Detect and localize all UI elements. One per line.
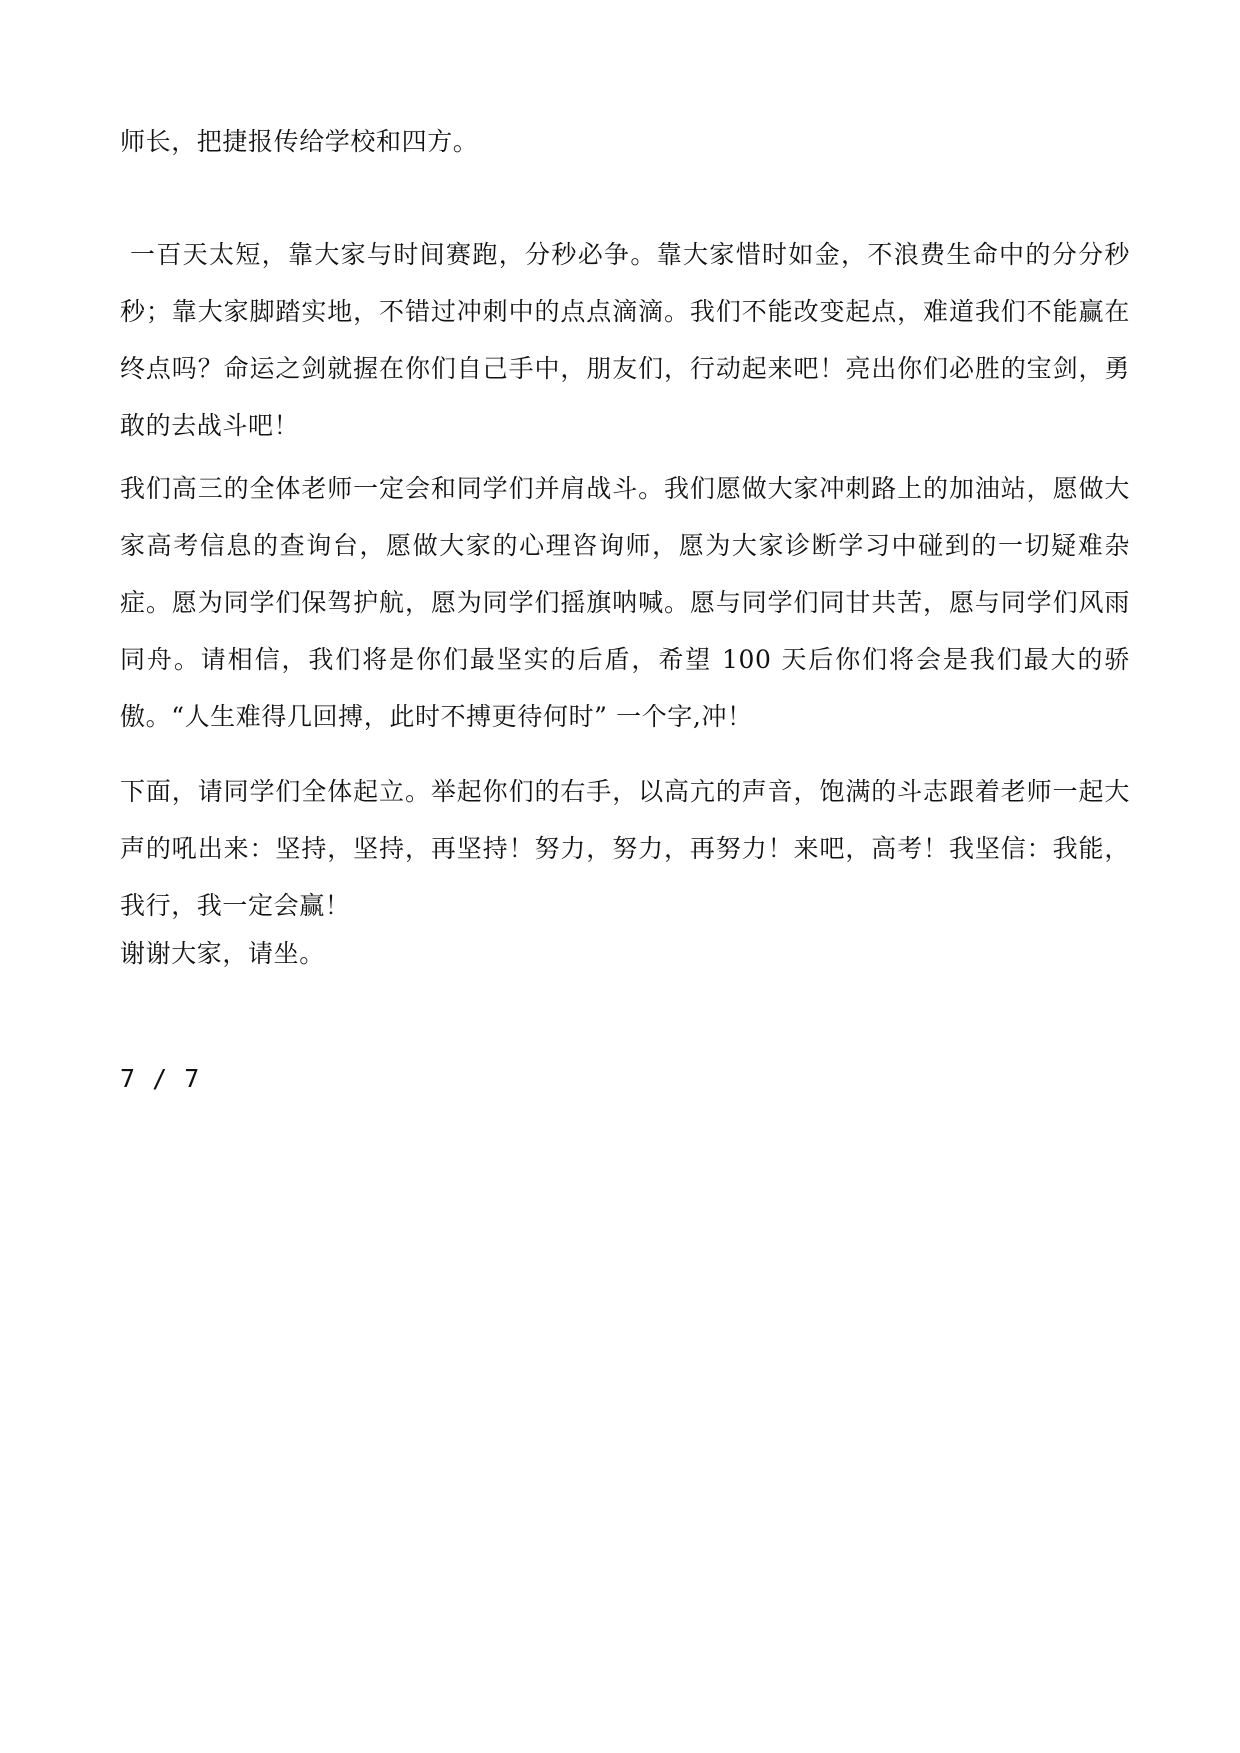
paragraph-thanks: 谢谢大家，请坐。 <box>120 939 325 968</box>
paragraph-teachers-pledge: 我们高三的全体老师一定会和同学们并肩战斗。我们愿做大家冲刺路上的加油站，愿做大家高考信息的查询台，愿做大家的心理咨询师，愿为大家诊断学习中碰到的一切疑难杂症。愿为同学们保驾护航，愿为同学们摇旗呐喊。愿与同学们同甘共苦，愿与同学们风雨同舟。请相信，我们将是你们最坚实的后盾，希望 100 天后你们将会是我们最大的骄傲。“人生难得几回搏，此时不搏更待何时” 一个字,冲！ <box>120 474 1130 731</box>
paragraph-hundred-days: 一百天太短，靠大家与时间赛跑，分秒必争。靠大家惜时如金，不浪费生命中的分分秒秒；靠大家脚踏实地，不错过冲刺中的点点滴滴。我们不能改变起点，难道我们不能赢在终点吗？命运之剑就握在你们自己手中，朋友们，行动起来吧！亮出你们必胜的宝剑，勇敢的去战斗吧！ <box>120 240 1130 440</box>
paragraph-oath: 下面，请同学们全体起立。举起你们的右手，以高亢的声音，饱满的斗志跟着老师一起大声的吼出来：坚持，坚持，再坚持！努力，努力，再努力！来吧，高考！我坚信：我能，我行，我一定会赢！ <box>120 777 1130 920</box>
page-number: 7 / 7 <box>120 1064 201 1093</box>
paragraph-closing-line: 师长，把捷报传给学校和四方。 <box>120 127 479 156</box>
